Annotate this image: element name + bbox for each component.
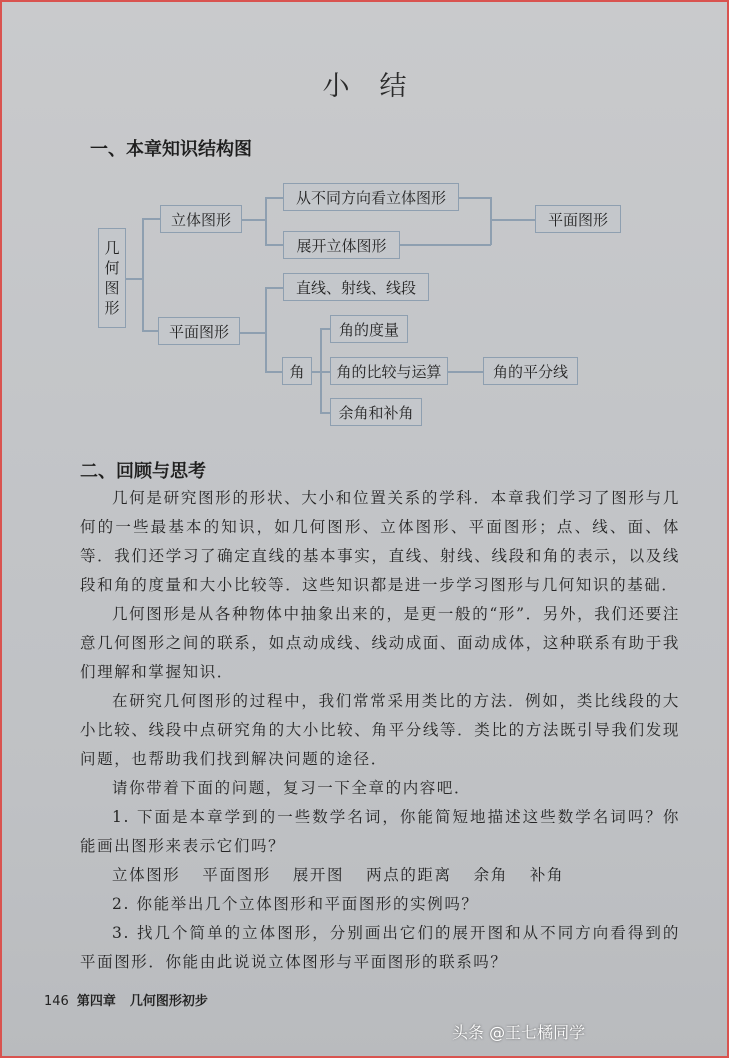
page-title: 小结 [322,71,437,102]
paragraph: 请你带着下面的问题，复习一下全章的内容吧． [112,779,472,797]
section1-heading: 一、本章知识结构图 [90,139,252,160]
paragraph: 几何是研究图形的形状、大小和位置关系的学科．本章我们学习了图形与几何的一些最基本的知识，如几何图形、立体图形、平面图形；点、线、面、体等．我们还学习了确定直线的基本事实，直线、射线、线段和角的表示，以及线段和角的度量和大小比较等．这些知识都是进一步学习图形与几何知识的基础． [80,489,680,594]
root-char: 图 [104,279,120,297]
term: 余角 [473,866,508,884]
term: 立体图形 [112,866,181,884]
paragraph: 在研究几何图形的过程中，我们常常采用类比的方法．例如，类比线段的大小比较、线段中点研究角的大小比较、角平分线等．类比的方法既引导我们发现问题，也帮助我们找到解决问题的途径． [80,692,680,768]
term: 两点的距离 [366,866,452,884]
watermark: 头条 @王七橘同学 [452,1023,586,1042]
page-number: 146 [44,994,69,1009]
diagram-angle-compare-box: 角的比较与运算 [330,357,448,385]
root-char: 形 [104,299,120,317]
term: 补角 [529,866,565,884]
root-char: 何 [104,259,120,277]
diagram-plane-result-box: 平面图形 [535,205,621,233]
term: 展开图 [292,866,345,884]
diagram-plane-box: 平面图形 [158,317,240,345]
term: 平面图形 [202,866,271,884]
review-text [80,484,680,977]
page-footer [44,990,208,1009]
diagram-root-box [98,228,126,328]
paragraph: 几何图形是从各种物体中抽象出来的，是更一般的“形”．另外，我们还要注意几何图形之间的联系，如点动成线、线动成面、面动成体，这种联系有助于我们理解和掌握知识． [80,605,680,681]
diagram-line-ray-segment-box: 直线、射线、线段 [283,273,429,301]
chapter-title: 几何图形初步 [129,994,208,1009]
chapter-label: 第四章 [76,994,116,1009]
diagram-solid-box: 立体图形 [160,205,242,233]
diagram-angle-measure-box: 角的度量 [330,315,408,343]
question-3: 3. 找几个简单的立体图形，分别画出它们的展开图和从不同方向看得到的平面图形．你能由此说说立体图形与平面图形的联系吗？ [80,924,680,971]
diagram-unfold-solid-box: 展开立体图形 [283,231,400,259]
diagram-angle-box: 角 [282,357,312,385]
diagram-view-from-directions-box: 从不同方向看立体图形 [283,183,459,211]
diagram-angle-bisector-box: 角的平分线 [483,357,578,385]
root-char: 几 [104,239,120,257]
question-1: 1. 下面是本章学到的一些数学名词，你能简短地描述这些数学名词吗？你能画出图形来表示它们吗？ [80,808,680,855]
question-2: 2. 你能举出几个立体图形和平面图形的实例吗？ [112,895,479,913]
diagram-complementary-supplementary-box: 余角和补角 [330,398,422,426]
term-list [80,861,680,890]
section2-heading: 二、回顾与思考 [80,461,206,482]
